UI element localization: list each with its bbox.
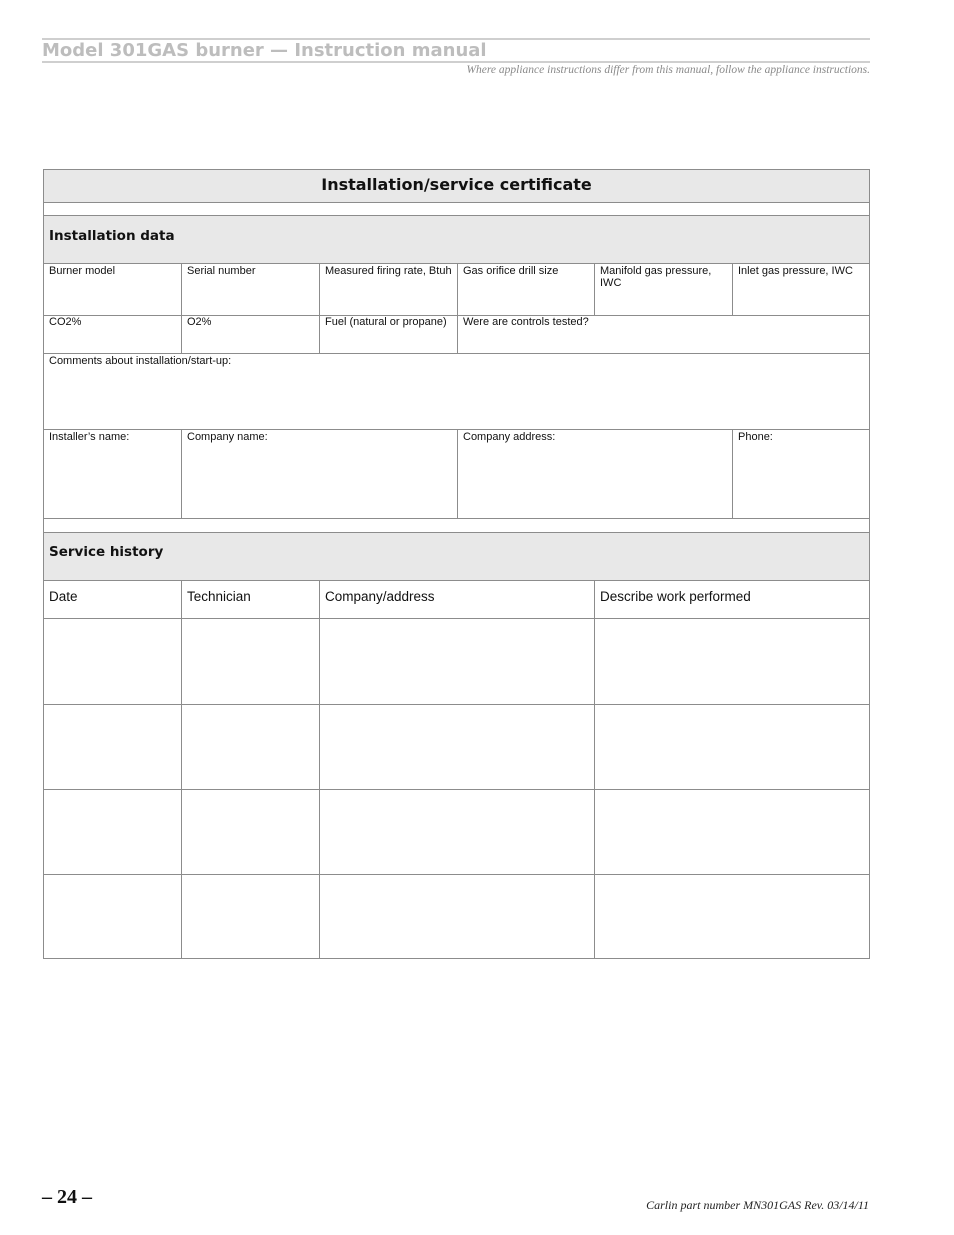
service-entry-row[interactable] <box>44 619 869 704</box>
service-entry-row[interactable] <box>44 705 869 789</box>
company-address-field[interactable]: Company address: <box>463 431 556 443</box>
co2-field[interactable]: CO2% <box>49 316 82 328</box>
divider <box>319 264 320 353</box>
divider <box>44 353 869 354</box>
service-history-label: Service history <box>49 544 164 560</box>
divider <box>181 430 182 518</box>
fuel-type-field[interactable]: Fuel (natural or propane) <box>325 316 447 328</box>
installation-comments-field[interactable]: Comments about installation/start-up: <box>49 355 232 367</box>
divider <box>732 430 733 518</box>
page-number: – 24 – <box>42 1186 92 1208</box>
serial-number-field[interactable]: Serial number <box>187 265 256 277</box>
manifold-pressure-field[interactable]: Manifold gas pressure, IWC <box>600 265 712 289</box>
installation-service-certificate <box>43 169 870 959</box>
divider <box>594 581 595 958</box>
divider <box>44 202 869 203</box>
divider <box>319 581 320 958</box>
divider <box>44 580 869 581</box>
service-entry-row[interactable] <box>44 875 869 958</box>
inlet-pressure-field[interactable]: Inlet gas pressure, IWC <box>738 265 853 277</box>
service-technician-header: Technician <box>187 589 251 604</box>
divider <box>181 581 182 958</box>
manual-title: Model 301GAS burner — Instruction manual <box>42 40 487 61</box>
header-rule-bottom <box>42 61 870 63</box>
installation-data-label: Installation data <box>49 228 175 244</box>
gas-orifice-field[interactable]: Gas orifice drill size <box>463 265 559 277</box>
appliance-instructions-note: Where appliance instructions differ from this manual, follow the appliance instructions. <box>466 64 870 76</box>
service-work-header: Describe work performed <box>600 589 751 604</box>
o2-field[interactable]: O2% <box>187 316 212 328</box>
service-history-bar <box>44 533 869 580</box>
divider <box>44 518 869 519</box>
firing-rate-field[interactable]: Measured firing rate, Btuh <box>325 265 452 277</box>
controls-tested-field[interactable]: Were are controls tested? <box>463 316 589 328</box>
service-company-header: Company/address <box>325 589 435 604</box>
service-entry-row[interactable] <box>44 790 869 874</box>
divider <box>181 264 182 353</box>
company-name-field[interactable]: Company name: <box>187 431 268 443</box>
divider <box>594 264 595 315</box>
installer-name-field[interactable]: Installer’s name: <box>49 431 130 443</box>
service-date-header: Date <box>49 589 78 604</box>
part-number: Carlin part number MN301GAS Rev. 03/14/11 <box>646 1198 869 1212</box>
divider <box>457 264 458 353</box>
divider <box>457 430 458 518</box>
burner-model-field[interactable]: Burner model <box>49 265 116 277</box>
divider <box>732 264 733 315</box>
certificate-title: Installation/service certificate <box>321 175 592 194</box>
phone-field[interactable]: Phone: <box>738 431 773 443</box>
